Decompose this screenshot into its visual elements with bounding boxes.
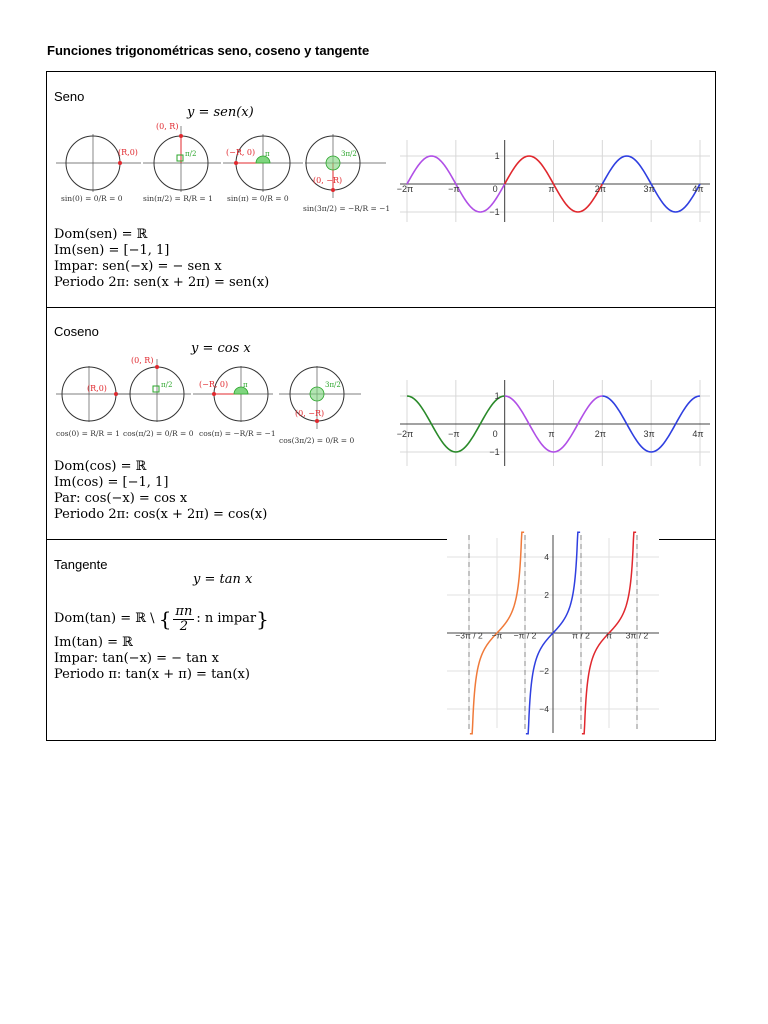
fraction-numerator: πn [175, 603, 193, 619]
coseno-properties [54, 459, 267, 523]
y-tick-label: −1 [489, 447, 500, 457]
seno-circles-diagram [51, 118, 396, 218]
property-line: Par: cos(−x) = cos x [54, 491, 188, 506]
point-label: (0, −R) [295, 409, 325, 418]
tangente-graph [447, 533, 659, 735]
circle-caption: cos(π/2) = 0/R = 0 [123, 429, 194, 438]
coseno-circles-diagram [51, 354, 396, 446]
circle-diagram [56, 134, 141, 203]
angle-label: π [265, 150, 270, 158]
x-tick-label: 3π [643, 429, 655, 439]
property-line: Periodo π: tan(x + π) = tan(x) [54, 667, 250, 682]
x-tick-label: π [548, 184, 555, 194]
x-tick-label: 0 [492, 429, 498, 439]
x-tick-label: −π [491, 630, 503, 641]
point-label: (R,0) [87, 384, 107, 393]
property-line: Dom(cos) = ℝ [54, 459, 147, 474]
y-tick-label: 1 [494, 151, 500, 161]
tangente-domain [54, 603, 269, 635]
domain-prefix: Dom(tan) = ℝ \ [54, 611, 159, 626]
circle-caption: sin(0) = 0/R = 0 [61, 194, 123, 203]
point-marker [315, 419, 319, 423]
point-label: (−R, 0) [199, 380, 229, 389]
property-line: Impar: tan(−x) = − tan x [54, 651, 219, 666]
property-line: Im(tan) = ℝ [54, 635, 133, 650]
curve-segment [407, 156, 456, 184]
x-tick-label: 3π [643, 184, 655, 194]
point-label: (0, −R) [313, 176, 343, 185]
y-tick-label: 1 [494, 391, 500, 401]
angle-label: π [243, 381, 248, 389]
property-line: Periodo 2π: cos(x + 2π) = cos(x) [54, 507, 268, 522]
circle-caption: cos(3π/2) = 0/R = 0 [279, 436, 355, 445]
point-marker [155, 365, 159, 369]
x-tick-label: 2π [594, 184, 606, 194]
tangente-label: Tangente [54, 557, 108, 572]
property-line: Im(cos) = [−1, 1] [54, 475, 169, 490]
domain-suffix: : n impar [196, 611, 257, 626]
tangente-formula: y = tan x [193, 572, 253, 587]
circle-diagram [143, 122, 221, 203]
x-tick-label: 0 [492, 184, 498, 194]
property-line: Dom(sen) = ℝ [54, 227, 148, 242]
seno-graph [396, 140, 710, 222]
angle-label: 3π/2 [325, 381, 341, 389]
fraction-denominator: 2 [179, 618, 189, 634]
row-divider [47, 307, 715, 308]
circle-caption: sin(π/2) = R/R = 1 [143, 194, 213, 203]
angle-label: π/2 [185, 150, 197, 158]
y-tick-label: −4 [539, 704, 549, 714]
circle-diagram [193, 366, 276, 438]
point-label: (−R, 0) [226, 148, 256, 157]
circle-diagram [56, 366, 131, 438]
seno-properties [54, 227, 269, 291]
point-marker [118, 161, 122, 165]
point-label: (R,0) [118, 148, 138, 157]
x-tick-label: 3π / 2 [625, 630, 649, 641]
x-tick-label: 4π [692, 429, 704, 439]
property-line: Periodo 2π: sen(x + 2π) = sen(x) [54, 275, 270, 290]
y-tick-label: 4 [544, 552, 549, 562]
property-line: Im(sen) = [−1, 1] [54, 243, 170, 258]
coseno-graph [396, 378, 710, 468]
seno-label: Seno [54, 89, 85, 104]
circle-caption: sin(3π/2) = −R/R = −1 [303, 204, 391, 213]
x-tick-label: −π [448, 429, 460, 439]
circle-diagram [303, 134, 390, 213]
seno-formula: y = sen(x) [187, 105, 254, 120]
x-tick-label: 2π [594, 429, 606, 439]
domain-fraction [173, 605, 194, 634]
y-tick-label: 2 [544, 590, 549, 600]
page-title: Funciones trigonométricas seno, coseno y tangente [47, 43, 370, 58]
property-line: Impar: sen(−x) = − sen x [54, 259, 222, 274]
angle-label: 3π/2 [341, 150, 357, 158]
x-tick-label: 4π [692, 184, 704, 194]
x-tick-label: −3π / 2 [455, 630, 483, 641]
x-tick-label: −2π [396, 184, 414, 194]
y-tick-label: −2 [539, 666, 549, 676]
coseno-formula: y = cos x [191, 341, 251, 356]
circle-diagram [223, 134, 303, 203]
circle-caption: cos(0) = R/R = 1 [56, 429, 120, 438]
circle-diagram [279, 366, 361, 445]
y-tick-label: −1 [489, 207, 500, 217]
circle-caption: sin(π) = 0/R = 0 [227, 194, 289, 203]
x-tick-label: −π / 2 [513, 630, 537, 641]
angle-label: π/2 [161, 381, 173, 389]
coseno-label: Coseno [54, 324, 99, 339]
point-label: (0, R) [156, 122, 179, 131]
circle-diagram [117, 356, 194, 438]
brace-open: { [158, 607, 172, 631]
brace-close: } [256, 607, 269, 631]
x-tick-label: −2π [396, 429, 414, 439]
x-tick-label: −π [448, 184, 460, 194]
trig-table [46, 71, 716, 741]
x-tick-label: π [548, 429, 555, 439]
circle-caption: cos(π) = −R/R = −1 [199, 429, 276, 438]
x-tick-label: π [606, 630, 612, 641]
tangente-properties [54, 603, 269, 683]
point-label: (0, R) [131, 356, 154, 365]
x-tick-label: π / 2 [572, 630, 590, 641]
